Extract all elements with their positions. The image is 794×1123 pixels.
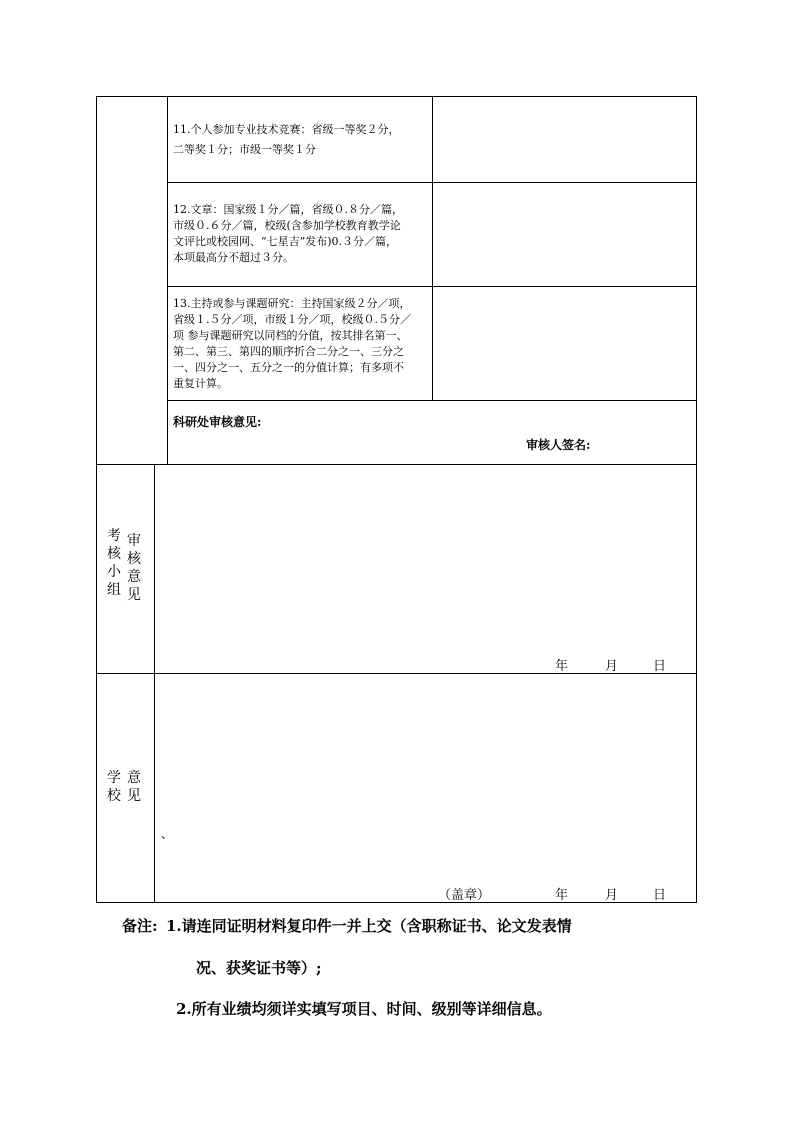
group-date-year: 年 <box>555 659 569 674</box>
note-item-1-continued: 况、获奖证书等）; <box>196 959 322 977</box>
upper-section-bottom <box>96 464 697 465</box>
row-text-line: 一、四分之一、五分之一的分值计算；有多项不 <box>173 361 404 374</box>
row-text-line: 项 参与课题研究以同档的分值，按其排名第一、 <box>173 329 408 342</box>
group-panel-label: 考核小组 <box>107 528 121 598</box>
row-12-bottom <box>167 286 697 287</box>
group-date-day: 日 <box>653 659 667 674</box>
school-mark: 、 <box>161 827 174 841</box>
row-text-line: 第二、第三、第四的顺序折合二分之一、三分之 <box>173 345 404 358</box>
row-text-line: 重复计算。 <box>173 377 228 390</box>
row-text-line: 13.主持或参与课题研究：主持国家级２分／项， <box>173 297 411 310</box>
group-opinion-label: 审核意见 <box>127 533 141 603</box>
notes-label: 备注: <box>122 917 158 935</box>
note-item-2: 2.所有业绩均须详实填写项目、时间、级别等详细信息。 <box>176 1000 552 1018</box>
note-item-1: 1.请连同证明材料复印件一并上交（含职称证书、论文发表情 <box>166 917 572 935</box>
row-text-line: 本项最高分不超过３分。 <box>173 251 294 264</box>
row-13-bottom <box>167 400 697 401</box>
upper-section-divider <box>167 96 168 465</box>
table-top-border <box>96 96 697 97</box>
table-right-border <box>696 96 697 903</box>
table-left-border <box>96 96 97 903</box>
row-text-line: 11.个人参加专业技术竞赛：省级一等奖２分， <box>173 123 400 136</box>
school-opinion-label: 意见 <box>127 770 141 804</box>
criteria-score-divider <box>432 96 433 401</box>
row-text-line: 12.文章：国家级１分／篇，省级０.８分／篇， <box>173 203 403 216</box>
row-text-line: 省级１.５分／项，市级１分／项，校级０.５分／ <box>173 313 411 326</box>
school-date-day: 日 <box>653 888 667 903</box>
row-text-line: 市级０.６分／篇，校级(含参加学校教育教学论 <box>173 219 401 232</box>
school-date-year: 年 <box>555 888 569 903</box>
group-panel-divider <box>154 464 155 903</box>
row-11-bottom <box>167 182 697 183</box>
row-text-line: 文评比或校园网、“七星吉”发布)0.３分／篇， <box>173 235 398 248</box>
seal-label: （盖章） <box>438 888 491 903</box>
row-text-line: 二等奖１分；市级一等奖１分 <box>173 143 316 156</box>
school-panel-label: 学校 <box>107 770 121 804</box>
group-date-month: 月 <box>605 659 619 674</box>
reviewer-signature-label: 审核人签名: <box>526 438 591 452</box>
school-date-month: 月 <box>605 888 619 903</box>
review-label: 科研处审核意见: <box>173 415 262 429</box>
